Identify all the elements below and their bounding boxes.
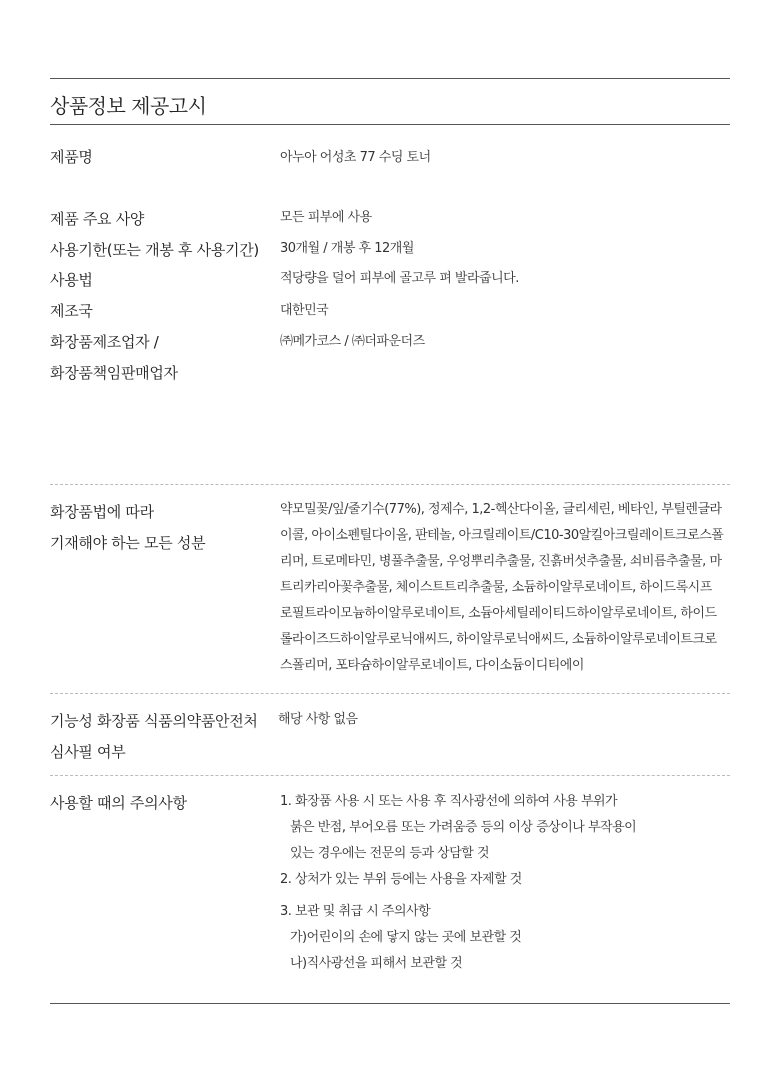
ingredients-label-line1: 화장품법에 따라 bbox=[50, 503, 154, 521]
ingredients-line: 리머, 트로메타민, 병풀추출물, 우엉뿌리추출물, 진흙버섯추출물, 쇠비름추출물, 마 bbox=[280, 554, 722, 569]
certification-label bbox=[50, 706, 258, 768]
precautions-value bbox=[280, 789, 732, 977]
manufacturer-value: ㈜메가코스 / ㈜더파운더즈 bbox=[280, 334, 425, 349]
certification-label-line2: 심사필 여부 bbox=[50, 743, 126, 761]
section-divider-1 bbox=[50, 484, 730, 485]
expiry-label: 사용기한(또는 개봉 후 사용기간) bbox=[50, 241, 259, 259]
spec-value: 모든 피부에 사용 bbox=[280, 210, 372, 225]
ingredients-line: 롤라이즈드하이알루로닉애씨드, 하이알루로닉애씨드, 소듐하이알루로네이트크로 bbox=[280, 632, 717, 647]
ingredients-value bbox=[280, 497, 732, 679]
precaution-item-1-cont: 있는 경우에는 전문의 등과 상담할 것 bbox=[290, 846, 490, 861]
ingredients-label-line2: 기재해야 하는 모든 성분 bbox=[50, 534, 206, 552]
ingredients-line: 약모밀꽃/잎/줄기수(77%), 정제수, 1,2-헥산다이올, 글리세린, 베타인, 부틸렌글라 bbox=[280, 502, 722, 517]
ingredients-line: 로필트라이모늄하이알루로네이트, 소듐아세틸레이티드하이알루로네이트, 하이드 bbox=[280, 606, 717, 621]
manufacturer-label-line1: 화장품제조업자 / bbox=[50, 333, 159, 351]
title-divider bbox=[50, 124, 730, 125]
certification-value: 해당 사항 없음 bbox=[278, 712, 358, 727]
manufacturer-label bbox=[50, 327, 178, 389]
section-divider-3 bbox=[50, 775, 730, 776]
page-title: 상품정보 제공고시 bbox=[50, 94, 207, 118]
usage-value: 적당량을 덜어 피부에 골고루 펴 발라줍니다. bbox=[280, 271, 519, 286]
top-divider bbox=[50, 78, 730, 79]
section-divider-2 bbox=[50, 693, 730, 694]
certification-label-line1: 기능성 화장품 식품의약품안전처 bbox=[50, 712, 258, 730]
product-name-label: 제품명 bbox=[50, 148, 93, 166]
ingredients-label bbox=[50, 497, 205, 559]
ingredients-line: 스폴리머, 포타슘하이알루로네이트, 다이소듐이디티에이 bbox=[280, 658, 584, 673]
usage-label: 사용법 bbox=[50, 271, 93, 289]
ingredients-line: 트리카리아꽃추출물, 체이스트트리추출물, 소듐하이알루로네이트, 하이드록시프 bbox=[280, 580, 712, 595]
precautions-label: 사용할 때의 주의사항 bbox=[50, 794, 187, 812]
precaution-item-1: 1. 화장품 사용 시 또는 사용 후 직사광선에 의하여 사용 부위가 bbox=[280, 794, 618, 809]
spec-label: 제품 주요 사양 bbox=[50, 210, 145, 228]
origin-label: 제조국 bbox=[50, 302, 93, 320]
product-name-value: 아누아 어성초 77 수딩 토너 bbox=[280, 150, 431, 165]
precaution-item-2: 2. 상처가 있는 부위 등에는 사용을 자제할 것 bbox=[280, 872, 522, 887]
bottom-divider bbox=[50, 1003, 730, 1004]
ingredients-line: 이콜, 아이소펜틸다이올, 판테놀, 아크릴레이트/C10-30알킬아크릴레이트크로스폴 bbox=[280, 528, 724, 543]
precaution-item-1-cont: 붉은 반점, 부어오름 또는 가려움증 등의 이상 증상이나 부작용이 bbox=[290, 820, 637, 835]
manufacturer-label-line2: 화장품책임판매업자 bbox=[50, 364, 178, 382]
precaution-item-3-b: 나)직사광선을 피해서 보관할 것 bbox=[290, 956, 463, 971]
expiry-value: 30개월 / 개봉 후 12개월 bbox=[280, 241, 414, 256]
precaution-item-3-a: 가)어린이의 손에 닿지 않는 곳에 보관할 것 bbox=[290, 930, 522, 945]
origin-value: 대한민국 bbox=[280, 303, 329, 318]
precaution-item-3: 3. 보관 및 취급 시 주의사항 bbox=[280, 904, 431, 919]
